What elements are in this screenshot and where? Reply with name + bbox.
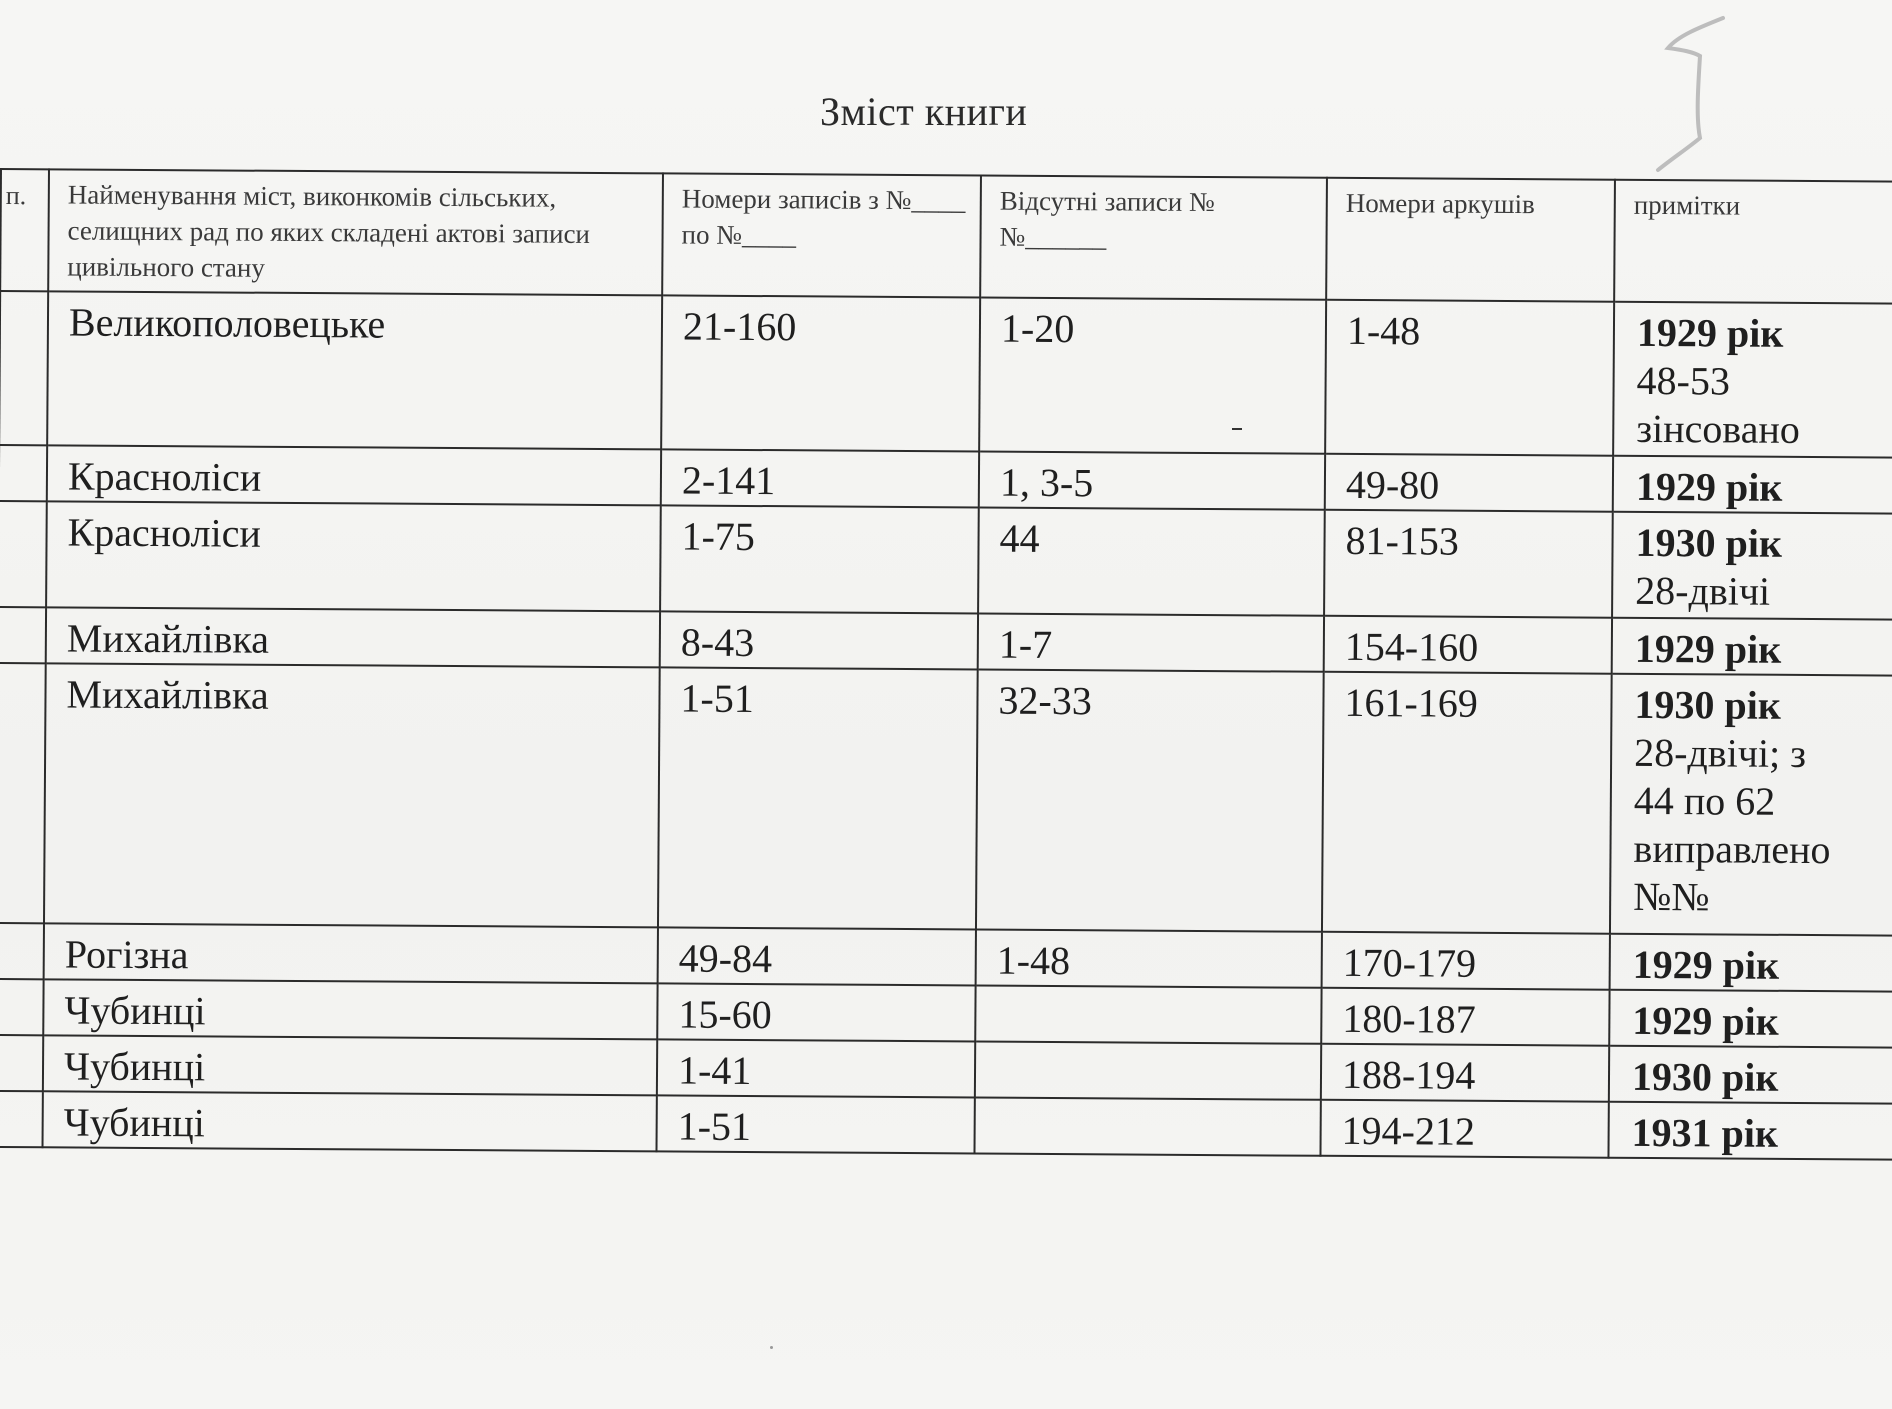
- cell-missing: 32-33: [976, 669, 1324, 931]
- cell-sheets: 154-160: [1324, 616, 1612, 674]
- cell-missing: [975, 1041, 1321, 1099]
- table-row: [0, 291, 1892, 458]
- note-year: 1931 рік: [1631, 1109, 1779, 1156]
- table-header-row: [0, 169, 1892, 304]
- note-year: 1929 рік: [1632, 941, 1780, 988]
- cell-records: 1-75: [660, 505, 979, 613]
- note-year: 1930 рік: [1635, 519, 1783, 566]
- header-name: Найменування міст, виконкомів сільських, селищних рад по яких складені актові записи цивільного стану: [48, 169, 663, 295]
- cell-name: Рогізна: [44, 923, 658, 983]
- cell-notes: [1612, 512, 1892, 620]
- cell-sheets: 161-169: [1322, 672, 1612, 934]
- cell-sheets: 1-48: [1325, 300, 1614, 456]
- cell-sheets: 180-187: [1321, 988, 1609, 1046]
- cell-notes: [1613, 302, 1892, 458]
- contents-table: [0, 168, 1892, 1161]
- cell-number: [0, 445, 47, 501]
- cell-number: [0, 923, 44, 979]
- cell-number: [0, 291, 48, 445]
- cell-records: 21-160: [661, 295, 980, 451]
- cell-sheets: 49-80: [1325, 454, 1613, 512]
- note-year: 1929 рік: [1632, 997, 1779, 1044]
- cell-records: 8-43: [660, 611, 978, 669]
- note-line: 48-53: [1636, 357, 1731, 404]
- note-year: 1929 рік: [1635, 463, 1783, 510]
- cell-name: Чубинці: [43, 1091, 657, 1151]
- header-notes: примітки: [1614, 180, 1892, 304]
- cell-records: 1-41: [657, 1039, 975, 1097]
- cell-name: Красноліси: [46, 501, 661, 611]
- stray-dot: [770, 1346, 773, 1349]
- cell-records: 15-60: [657, 983, 975, 1041]
- cell-missing: 1-20: [979, 298, 1326, 454]
- note-year: 1930 рік: [1634, 681, 1782, 728]
- cell-missing: [975, 985, 1321, 1043]
- cell-notes: [1610, 934, 1892, 992]
- header-number: п.: [0, 169, 49, 291]
- cell-records: 49-84: [658, 927, 976, 985]
- header-records: Номери записів з №____ по №____: [662, 173, 981, 297]
- handwritten-page-number: [1628, 8, 1748, 178]
- note-year: 1930 рік: [1631, 1053, 1779, 1100]
- cell-missing: [974, 1097, 1320, 1155]
- contents-table-wrapper: [0, 168, 1892, 1161]
- note-line: виправлено: [1633, 825, 1831, 873]
- cell-number: [0, 607, 46, 663]
- header-missing: Відсутні записи №№______: [980, 176, 1327, 300]
- table-row: [0, 1091, 1892, 1160]
- cell-name: Михайлівка: [46, 607, 660, 667]
- cell-notes: [1612, 618, 1892, 676]
- note-line: 28-двічі; з: [1634, 729, 1807, 776]
- note-line: 44 по 62: [1633, 777, 1776, 824]
- cell-missing: 1, 3-5: [979, 452, 1325, 510]
- note-line: №№: [1633, 873, 1710, 920]
- cell-sheets: 81-153: [1324, 510, 1613, 618]
- note-line: 28-двічі: [1635, 567, 1771, 614]
- note-line: зінсовано: [1636, 405, 1801, 452]
- table-row: [0, 663, 1892, 936]
- cell-records: 1-51: [656, 1095, 974, 1153]
- stray-mark: [1232, 428, 1242, 430]
- cell-notes: [1608, 1102, 1892, 1160]
- cell-missing: 1-48: [976, 929, 1322, 987]
- cell-name: Красноліси: [47, 445, 661, 505]
- cell-notes: [1610, 674, 1892, 936]
- cell-sheets: 170-179: [1322, 932, 1610, 990]
- table-row: [0, 501, 1892, 620]
- cell-notes: [1609, 1046, 1892, 1104]
- cell-number: [0, 501, 47, 607]
- cell-number: [0, 663, 46, 923]
- cell-missing: 1-7: [978, 613, 1324, 671]
- cell-name: Михайлівка: [44, 663, 660, 927]
- cell-name: Великополовецьке: [47, 291, 662, 449]
- cell-missing: 44: [978, 507, 1325, 615]
- cell-sheets: 194-212: [1320, 1100, 1608, 1158]
- cell-records: 2-141: [661, 449, 979, 507]
- cell-name: Чубинці: [43, 979, 657, 1039]
- note-year: 1929 рік: [1636, 309, 1784, 356]
- document-title: Зміст книги: [820, 89, 1028, 134]
- cell-number: [0, 979, 44, 1035]
- cell-sheets: 188-194: [1321, 1044, 1609, 1102]
- cell-records: 1-51: [658, 667, 978, 929]
- header-sheets: Номери аркушів: [1326, 178, 1615, 302]
- cell-number: [0, 1091, 43, 1147]
- cell-name: Чубинці: [43, 1035, 657, 1095]
- cell-notes: [1609, 990, 1892, 1048]
- cell-notes: [1613, 456, 1892, 514]
- note-year: 1929 рік: [1634, 625, 1782, 672]
- cell-number: [0, 1035, 43, 1091]
